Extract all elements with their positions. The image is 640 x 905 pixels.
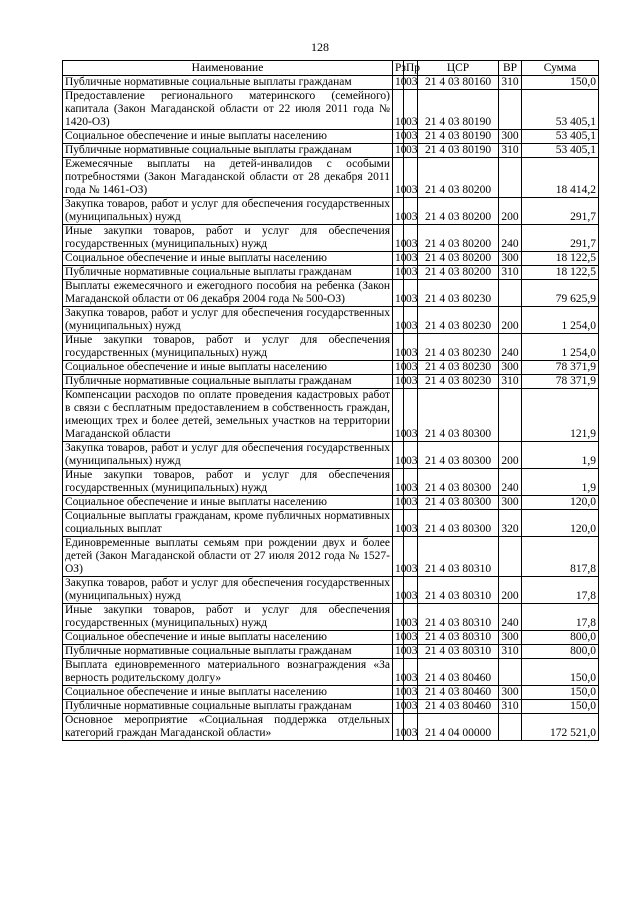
row-pr: 03: [404, 90, 418, 130]
row-vr: [499, 389, 522, 442]
row-csr: 21 4 03 80230: [418, 280, 499, 307]
row-rz: 10: [393, 158, 404, 198]
row-rz: 10: [393, 76, 404, 90]
row-rz: 10: [393, 577, 404, 604]
row-pr: 03: [404, 280, 418, 307]
row-pr: 03: [404, 389, 418, 442]
row-pr: 03: [404, 714, 418, 741]
row-name: Публичные нормативные социальные выплаты гражданам: [63, 266, 393, 280]
row-rz: 10: [393, 496, 404, 510]
row-rz: 10: [393, 700, 404, 714]
row-csr: 21 4 03 80190: [418, 90, 499, 130]
row-pr: 03: [404, 537, 418, 577]
row-csr: 21 4 03 80300: [418, 469, 499, 496]
row-vr: 240: [499, 334, 522, 361]
row-pr: 03: [404, 510, 418, 537]
row-sum: 150,0: [522, 700, 599, 714]
row-vr: [499, 537, 522, 577]
row-rz: 10: [393, 90, 404, 130]
row-rz: 10: [393, 130, 404, 144]
row-csr: 21 4 03 80460: [418, 686, 499, 700]
row-csr: 21 4 03 80300: [418, 510, 499, 537]
row-csr: 21 4 03 80310: [418, 577, 499, 604]
row-vr: 240: [499, 225, 522, 252]
row-rz: 10: [393, 645, 404, 659]
row-pr: 03: [404, 577, 418, 604]
row-rz: 10: [393, 334, 404, 361]
row-pr: 03: [404, 469, 418, 496]
row-sum: 53 405,1: [522, 144, 599, 158]
row-pr: 03: [404, 631, 418, 645]
row-vr: [499, 280, 522, 307]
table-row: [63, 645, 599, 659]
row-sum: 53 405,1: [522, 90, 599, 130]
row-sum: 18 414,2: [522, 158, 599, 198]
table-row: [63, 700, 599, 714]
row-csr: 21 4 03 80230: [418, 375, 499, 389]
row-sum: 291,7: [522, 198, 599, 225]
row-sum: 17,8: [522, 604, 599, 631]
row-pr: 03: [404, 225, 418, 252]
row-pr: 03: [404, 307, 418, 334]
row-name: Социальное обеспечение и иные выплаты населению: [63, 130, 393, 144]
table-row: [63, 130, 599, 144]
row-vr: 300: [499, 252, 522, 266]
row-vr: 240: [499, 604, 522, 631]
row-csr: 21 4 03 80460: [418, 659, 499, 686]
row-pr: 03: [404, 361, 418, 375]
row-pr: 03: [404, 130, 418, 144]
row-rz: 10: [393, 198, 404, 225]
row-sum: 1,9: [522, 442, 599, 469]
table-row: [63, 90, 599, 130]
row-sum: 121,9: [522, 389, 599, 442]
header-name: Наименование: [63, 61, 393, 76]
table-row: [63, 389, 599, 442]
row-sum: 172 521,0: [522, 714, 599, 741]
row-pr: 03: [404, 645, 418, 659]
row-rz: 10: [393, 510, 404, 537]
row-vr: 310: [499, 144, 522, 158]
row-name: Компенсации расходов по оплате проведения кадастровых работ в связи с бесплатным предоставлением в собственность граждан, имеющих трех и более детей, земельных участков на территории Магаданской области: [63, 389, 393, 442]
row-pr: 03: [404, 266, 418, 280]
row-pr: 03: [404, 158, 418, 198]
row-vr: 310: [499, 700, 522, 714]
row-name: Социальное обеспечение и иные выплаты населению: [63, 631, 393, 645]
row-pr: 03: [404, 76, 418, 90]
row-pr: 03: [404, 686, 418, 700]
row-name: Иные закупки товаров, работ и услуг для обеспечения государственных (муниципальных) нужд: [63, 469, 393, 496]
table-row: [63, 252, 599, 266]
row-name: Социальное обеспечение и иные выплаты населению: [63, 496, 393, 510]
row-name: Закупка товаров, работ и услуг для обеспечения государственных (муниципальных) нужд: [63, 307, 393, 334]
row-name: Социальное обеспечение и иные выплаты населению: [63, 361, 393, 375]
row-csr: 21 4 03 80160: [418, 76, 499, 90]
row-csr: 21 4 03 80230: [418, 307, 499, 334]
row-name: Социальное обеспечение и иные выплаты населению: [63, 252, 393, 266]
header-pr: Пр: [404, 61, 418, 76]
row-name: Иные закупки товаров, работ и услуг для обеспечения государственных (муниципальных) нужд: [63, 225, 393, 252]
row-sum: 150,0: [522, 686, 599, 700]
row-rz: 10: [393, 266, 404, 280]
row-sum: 120,0: [522, 510, 599, 537]
row-sum: 150,0: [522, 659, 599, 686]
table-row: [63, 280, 599, 307]
row-rz: 10: [393, 714, 404, 741]
row-pr: 03: [404, 442, 418, 469]
row-rz: 10: [393, 631, 404, 645]
row-pr: 03: [404, 198, 418, 225]
header-csr: ЦСР: [418, 61, 499, 76]
row-csr: 21 4 03 80300: [418, 442, 499, 469]
row-csr: 21 4 03 80300: [418, 496, 499, 510]
row-rz: 10: [393, 252, 404, 266]
row-csr: 21 4 03 80200: [418, 252, 499, 266]
row-csr: 21 4 03 80460: [418, 700, 499, 714]
row-rz: 10: [393, 442, 404, 469]
table-row: [63, 631, 599, 645]
row-csr: 21 4 03 80200: [418, 266, 499, 280]
row-name: Публичные нормативные социальные выплаты гражданам: [63, 700, 393, 714]
table-row: [63, 198, 599, 225]
row-csr: 21 4 03 80200: [418, 225, 499, 252]
row-pr: 03: [404, 604, 418, 631]
row-sum: 291,7: [522, 225, 599, 252]
table-row: [63, 714, 599, 741]
row-rz: 10: [393, 225, 404, 252]
table-row: [63, 158, 599, 198]
row-sum: 800,0: [522, 645, 599, 659]
table-row: [63, 469, 599, 496]
row-name: Публичные нормативные социальные выплаты гражданам: [63, 144, 393, 158]
row-vr: 300: [499, 631, 522, 645]
row-rz: 10: [393, 144, 404, 158]
row-name: Основное мероприятие «Социальная поддержка отдельных категорий граждан Магаданской области»: [63, 714, 393, 741]
table-row: [63, 76, 599, 90]
table-row: [63, 686, 599, 700]
row-csr: 21 4 03 80310: [418, 645, 499, 659]
row-sum: 79 625,9: [522, 280, 599, 307]
row-vr: 200: [499, 198, 522, 225]
row-name: Социальные выплаты гражданам, кроме публичных нормативных социальных выплат: [63, 510, 393, 537]
row-rz: 10: [393, 537, 404, 577]
row-sum: 17,8: [522, 577, 599, 604]
row-pr: 03: [404, 252, 418, 266]
row-vr: 320: [499, 510, 522, 537]
row-vr: 310: [499, 375, 522, 389]
table-row: [63, 537, 599, 577]
header-sum: Сумма: [522, 61, 599, 76]
row-rz: 10: [393, 280, 404, 307]
row-vr: [499, 659, 522, 686]
row-name: Публичные нормативные социальные выплаты гражданам: [63, 375, 393, 389]
row-pr: 03: [404, 144, 418, 158]
row-name: Публичные нормативные социальные выплаты гражданам: [63, 645, 393, 659]
row-csr: 21 4 03 80230: [418, 361, 499, 375]
row-rz: 10: [393, 307, 404, 334]
row-sum: 120,0: [522, 496, 599, 510]
row-csr: 21 4 03 80310: [418, 631, 499, 645]
row-csr: 21 4 03 80200: [418, 158, 499, 198]
row-sum: 150,0: [522, 76, 599, 90]
row-vr: [499, 90, 522, 130]
row-vr: 310: [499, 645, 522, 659]
row-csr: 21 4 03 80200: [418, 198, 499, 225]
row-name: Иные закупки товаров, работ и услуг для обеспечения государственных (муниципальных) нужд: [63, 604, 393, 631]
table-row: [63, 307, 599, 334]
table-body: [63, 76, 599, 741]
table-row: [63, 225, 599, 252]
row-vr: 300: [499, 361, 522, 375]
row-vr: 240: [499, 469, 522, 496]
table-row: [63, 442, 599, 469]
row-name: Закупка товаров, работ и услуг для обеспечения государственных (муниципальных) нужд: [63, 198, 393, 225]
budget-table: [62, 60, 599, 741]
row-sum: 1 254,0: [522, 334, 599, 361]
table-header-row: [63, 61, 599, 76]
row-csr: 21 4 03 80190: [418, 130, 499, 144]
row-name: Закупка товаров, работ и услуг для обеспечения государственных (муниципальных) нужд: [63, 577, 393, 604]
row-name: Закупка товаров, работ и услуг для обеспечения государственных (муниципальных) нужд: [63, 442, 393, 469]
row-rz: 10: [393, 686, 404, 700]
row-vr: [499, 714, 522, 741]
row-csr: 21 4 03 80300: [418, 389, 499, 442]
row-vr: 310: [499, 266, 522, 280]
row-rz: 10: [393, 389, 404, 442]
row-csr: 21 4 04 00000: [418, 714, 499, 741]
table-row: [63, 375, 599, 389]
table-row: [63, 266, 599, 280]
row-rz: 10: [393, 659, 404, 686]
row-pr: 03: [404, 375, 418, 389]
header-rz: Рз: [393, 61, 404, 76]
table-row: [63, 334, 599, 361]
table-row: [63, 510, 599, 537]
row-pr: 03: [404, 659, 418, 686]
row-pr: 03: [404, 334, 418, 361]
row-vr: 200: [499, 577, 522, 604]
row-name: Предоставление регионального материнского (семейного) капитала (Закон Магаданской области от 22 июля 2011 года № 1420-ОЗ): [63, 90, 393, 130]
row-name: Публичные нормативные социальные выплаты гражданам: [63, 76, 393, 90]
table-row: [63, 604, 599, 631]
row-vr: 200: [499, 442, 522, 469]
table-row: [63, 577, 599, 604]
table-row: [63, 144, 599, 158]
page-number: 128: [311, 40, 329, 54]
row-pr: 03: [404, 496, 418, 510]
row-rz: 10: [393, 469, 404, 496]
row-csr: 21 4 03 80310: [418, 537, 499, 577]
row-sum: 800,0: [522, 631, 599, 645]
row-name: Единовременные выплаты семьям при рождении двух и более детей (Закон Магаданской области от 27 июля 2012 года № 1527-ОЗ): [63, 537, 393, 577]
row-name: Социальное обеспечение и иные выплаты населению: [63, 686, 393, 700]
row-sum: 78 371,9: [522, 375, 599, 389]
row-pr: 03: [404, 700, 418, 714]
row-sum: 817,8: [522, 537, 599, 577]
row-vr: 200: [499, 307, 522, 334]
row-vr: 300: [499, 496, 522, 510]
header-vr: ВР: [499, 61, 522, 76]
row-csr: 21 4 03 80190: [418, 144, 499, 158]
row-vr: 300: [499, 130, 522, 144]
row-rz: 10: [393, 375, 404, 389]
row-sum: 1 254,0: [522, 307, 599, 334]
row-sum: 18 122,5: [522, 266, 599, 280]
row-sum: 53 405,1: [522, 130, 599, 144]
table-row: [63, 496, 599, 510]
row-csr: 21 4 03 80230: [418, 334, 499, 361]
row-vr: 310: [499, 76, 522, 90]
row-rz: 10: [393, 604, 404, 631]
table-row: [63, 659, 599, 686]
row-sum: 78 371,9: [522, 361, 599, 375]
row-sum: 1,9: [522, 469, 599, 496]
row-rz: 10: [393, 361, 404, 375]
row-vr: [499, 158, 522, 198]
row-sum: 18 122,5: [522, 252, 599, 266]
row-name: Выплата единовременного материального вознаграждения «За верность родительскому долгу»: [63, 659, 393, 686]
row-vr: 300: [499, 686, 522, 700]
row-csr: 21 4 03 80310: [418, 604, 499, 631]
table-row: [63, 361, 599, 375]
row-name: Выплаты ежемесячного и ежегодного пособия на ребенка (Закон Магаданской области от 06 декабря 2004 года № 500-ОЗ): [63, 280, 393, 307]
row-name: Иные закупки товаров, работ и услуг для обеспечения государственных (муниципальных) нужд: [63, 334, 393, 361]
row-name: Ежемесячные выплаты на детей-инвалидов с особыми потребностями (Закон Магаданской области от 28 декабря 2011 года № 1461-ОЗ): [63, 158, 393, 198]
